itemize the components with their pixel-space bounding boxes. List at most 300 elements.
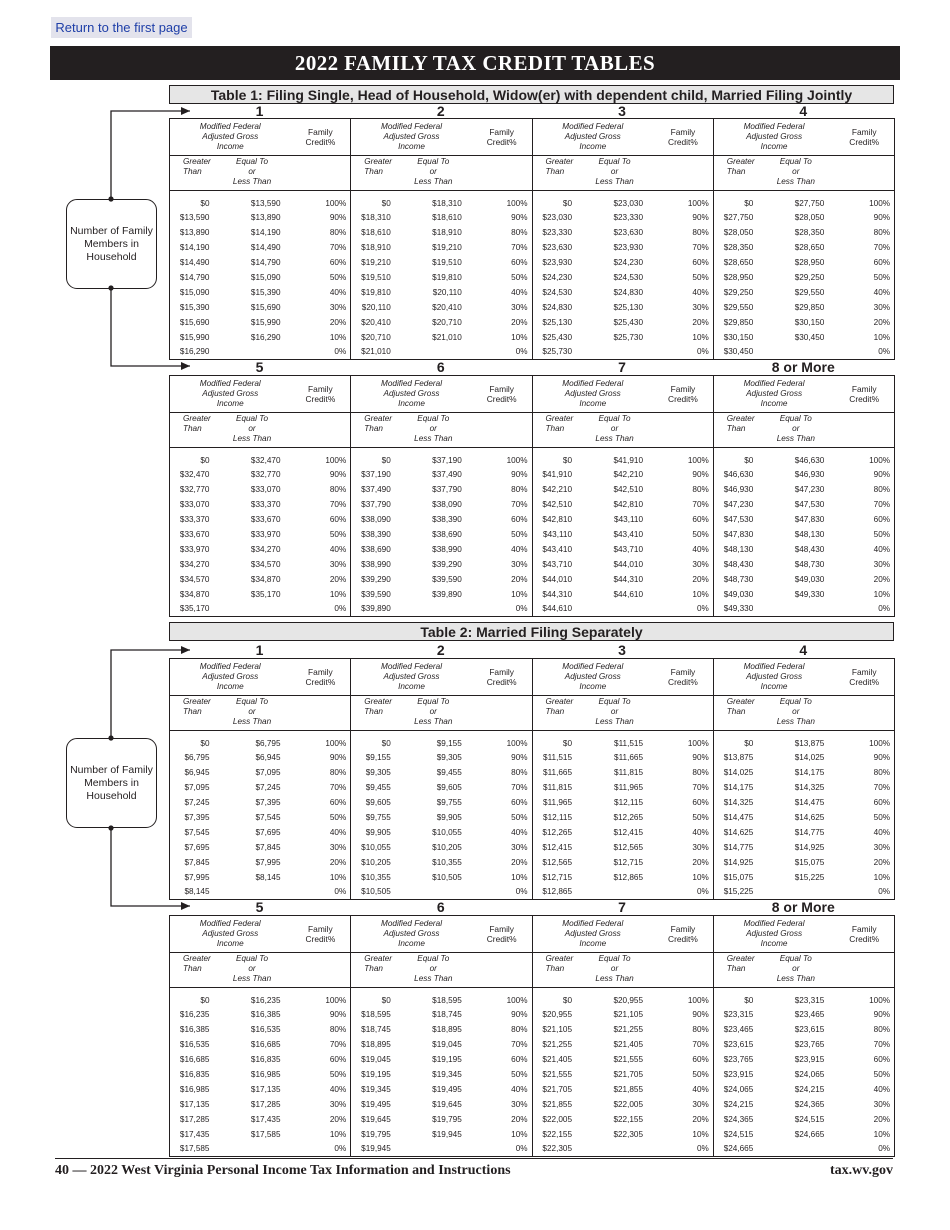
blank-header-cell bbox=[834, 953, 894, 988]
greater-than-cell: $33,970 bbox=[179, 544, 210, 554]
household-size-label: 5 bbox=[255, 899, 264, 915]
less-than-cell: $14,475 bbox=[794, 798, 825, 808]
greater-than-cell: $19,645 bbox=[351, 1112, 395, 1127]
header-text: Than bbox=[364, 167, 383, 176]
credit-percent-cell: 0% bbox=[515, 1144, 528, 1154]
greater-than-cell: $47,830 bbox=[713, 527, 757, 542]
less-than-cell: $23,315 bbox=[794, 996, 825, 1006]
greater-than-cell: $10,055 bbox=[351, 840, 395, 855]
less-than-cell: $16,385 bbox=[250, 1010, 281, 1020]
less-than-cell: $19,195 bbox=[432, 1055, 462, 1065]
greater-than-header bbox=[170, 156, 214, 191]
table-row bbox=[170, 1008, 895, 1023]
mfagi-header bbox=[351, 916, 472, 953]
header-text: Family bbox=[670, 384, 696, 394]
credit-percent-cell: 30% bbox=[329, 559, 347, 569]
table-row bbox=[170, 780, 895, 795]
less-than-cell: $39,590 bbox=[432, 574, 462, 584]
credit-percent-cell: 90% bbox=[873, 753, 891, 763]
header-text: Income bbox=[216, 399, 244, 408]
greater-than-cell: $6,795 bbox=[184, 753, 210, 763]
credit-header bbox=[834, 659, 894, 696]
credit-percent-cell: 10% bbox=[511, 332, 528, 342]
greater-than-header bbox=[170, 696, 214, 731]
less-than-cell: $16,835 bbox=[250, 1055, 281, 1065]
header-text: Adjusted Gross bbox=[383, 132, 440, 141]
blank-header-cell bbox=[472, 156, 532, 191]
credit-percent-cell: 10% bbox=[692, 872, 709, 882]
less-than-cell: $24,515 bbox=[794, 1114, 825, 1124]
greater-than-cell: $19,945 bbox=[351, 1142, 395, 1157]
less-than-cell: $23,465 bbox=[794, 1010, 825, 1020]
credit-percent-cell: 10% bbox=[873, 1129, 891, 1139]
less-than-cell: $10,505 bbox=[432, 872, 462, 882]
credit-percent-cell: 90% bbox=[329, 213, 347, 223]
equal-or-less-header bbox=[395, 156, 472, 191]
greater-than-cell: $15,390 bbox=[179, 302, 210, 312]
less-than-cell: $43,110 bbox=[614, 515, 644, 525]
header-text: Greater bbox=[545, 954, 574, 963]
header-text: Family bbox=[308, 127, 333, 137]
credit-percent-cell: 100% bbox=[687, 996, 709, 1006]
credit-percent-cell: 50% bbox=[692, 1070, 709, 1079]
header-text: Less Than bbox=[414, 974, 453, 983]
header-text: Family bbox=[489, 384, 514, 394]
greater-than-cell: $30,150 bbox=[713, 330, 757, 345]
header-text: Equal To bbox=[779, 157, 812, 166]
header-text: Equal To bbox=[417, 954, 450, 963]
table-row bbox=[170, 255, 895, 270]
less-than-cell: $9,755 bbox=[436, 798, 462, 808]
header-text: Credit% bbox=[486, 394, 517, 404]
credit-percent-cell: 50% bbox=[873, 1070, 891, 1079]
header-text: or bbox=[429, 707, 437, 716]
credit-header bbox=[472, 916, 532, 953]
credit-table bbox=[169, 658, 895, 900]
less-than-cell: $33,970 bbox=[250, 530, 281, 539]
credit-percent-cell: 50% bbox=[329, 273, 347, 282]
greater-than-cell: $13,890 bbox=[179, 228, 210, 238]
header-text: Income bbox=[216, 142, 244, 151]
greater-than-cell: $18,610 bbox=[351, 225, 395, 240]
blank-header-cell bbox=[834, 413, 894, 448]
table-row bbox=[170, 885, 895, 900]
greater-than-cell: $22,305 bbox=[532, 1142, 576, 1157]
table-row bbox=[170, 468, 895, 483]
less-than-cell: $39,290 bbox=[432, 559, 462, 569]
greater-than-cell: $24,830 bbox=[532, 300, 576, 315]
credit-header bbox=[653, 119, 713, 156]
credit-percent-cell: 40% bbox=[329, 287, 347, 297]
header-text: Adjusted Gross bbox=[746, 672, 803, 681]
header-text: Modified Federal bbox=[381, 122, 443, 131]
header-text: or bbox=[429, 424, 437, 433]
credit-percent-cell: 30% bbox=[692, 559, 709, 569]
credit-percent-cell: 100% bbox=[869, 456, 891, 466]
credit-percent-cell: 70% bbox=[873, 500, 891, 510]
header-text: Family bbox=[851, 667, 877, 677]
credit-percent-cell: 30% bbox=[692, 1099, 709, 1109]
household-size-label: 7 bbox=[618, 359, 626, 375]
greater-than-cell: $38,690 bbox=[351, 542, 395, 557]
credit-percent-cell: 40% bbox=[692, 1084, 709, 1094]
table1-title: Table 1: Filing Single, Head of Household, Widow(er) with dependent child, Married Filing Jointly bbox=[169, 85, 894, 104]
credit-percent-cell: 60% bbox=[511, 1055, 528, 1065]
credit-percent-cell: 100% bbox=[325, 456, 347, 466]
header-text: Than bbox=[545, 424, 565, 433]
greater-than-cell: $24,665 bbox=[713, 1142, 757, 1157]
credit-percent-cell: 60% bbox=[873, 515, 891, 525]
header-row bbox=[170, 376, 895, 413]
header-text: Income bbox=[216, 682, 244, 691]
less-than-cell: $47,830 bbox=[794, 515, 825, 525]
credit-percent-cell: 10% bbox=[692, 332, 709, 342]
less-than-cell: $7,095 bbox=[255, 768, 281, 778]
credit-percent-cell: 70% bbox=[692, 243, 709, 253]
credit-percent-cell: 50% bbox=[692, 813, 709, 822]
credit-percent-cell: 100% bbox=[325, 739, 347, 749]
credit-header bbox=[291, 376, 351, 413]
less-than-cell: $15,225 bbox=[794, 872, 825, 882]
mfagi-header bbox=[170, 376, 291, 413]
header-text: Modified Federal bbox=[199, 919, 261, 928]
greater-than-cell: $20,955 bbox=[532, 1008, 576, 1023]
credit-percent-cell: 90% bbox=[873, 1010, 891, 1020]
less-than-cell bbox=[395, 1142, 472, 1157]
household-size-label: 5 bbox=[255, 359, 264, 375]
header-text: Equal To bbox=[598, 414, 631, 423]
greater-than-cell: $23,630 bbox=[532, 240, 576, 255]
greater-than-cell: $43,410 bbox=[532, 542, 576, 557]
less-than-cell: $9,305 bbox=[436, 753, 462, 763]
less-than-cell: $24,215 bbox=[794, 1084, 825, 1094]
less-than-cell: $14,790 bbox=[250, 258, 281, 268]
header-text: Less Than bbox=[776, 974, 815, 983]
table-row bbox=[170, 1112, 895, 1127]
header-text: Greater bbox=[183, 697, 211, 706]
greater-than-cell: $28,650 bbox=[713, 255, 757, 270]
greater-than-cell: $12,865 bbox=[532, 885, 576, 900]
header-text: Modified Federal bbox=[743, 662, 805, 671]
greater-than-cell: $48,130 bbox=[713, 542, 757, 557]
credit-percent-cell: 90% bbox=[329, 470, 347, 480]
header-text: Greater bbox=[364, 954, 393, 963]
greater-than-cell: $0 bbox=[200, 199, 210, 209]
header-text: Modified Federal bbox=[199, 379, 261, 388]
less-than-cell: $22,005 bbox=[613, 1099, 644, 1109]
greater-than-cell: $24,365 bbox=[713, 1112, 757, 1127]
greater-than-header bbox=[532, 156, 576, 191]
less-than-cell: $48,430 bbox=[794, 544, 825, 554]
greater-than-cell: $38,090 bbox=[351, 512, 395, 527]
table-row bbox=[170, 240, 895, 255]
less-than-cell: $24,065 bbox=[794, 1070, 825, 1079]
header-text: Greater bbox=[183, 954, 211, 963]
less-than-cell: $18,310 bbox=[432, 199, 462, 209]
page-banner-title: 2022 FAMILY TAX CREDIT TABLES bbox=[50, 46, 900, 80]
credit-percent-cell: 20% bbox=[329, 317, 347, 327]
greater-than-cell: $23,915 bbox=[713, 1067, 757, 1082]
greater-than-cell: $14,775 bbox=[713, 840, 757, 855]
less-than-cell: $23,930 bbox=[613, 243, 644, 253]
greater-than-cell: $28,350 bbox=[713, 240, 757, 255]
greater-than-cell: $37,190 bbox=[351, 468, 395, 483]
header-text: Greater bbox=[726, 954, 755, 963]
credit-percent-cell: 90% bbox=[511, 1010, 528, 1020]
less-than-cell: $14,490 bbox=[250, 243, 281, 253]
less-than-cell: $10,055 bbox=[432, 827, 462, 837]
greater-than-cell: $24,515 bbox=[713, 1127, 757, 1142]
less-than-cell: $19,210 bbox=[432, 243, 462, 253]
greater-than-cell: $29,850 bbox=[713, 315, 757, 330]
header-text: Less Than bbox=[595, 177, 634, 186]
greater-than-cell: $10,505 bbox=[351, 885, 395, 900]
household-size-headers bbox=[169, 899, 894, 915]
header-text: Family bbox=[489, 127, 514, 137]
less-than-cell bbox=[395, 345, 472, 360]
table-row bbox=[170, 1022, 895, 1037]
less-than-cell: $8,145 bbox=[255, 872, 281, 882]
credit-header bbox=[653, 376, 713, 413]
household-size-label: 4 bbox=[799, 103, 808, 119]
credit-percent-cell: 60% bbox=[329, 1055, 347, 1065]
header-text: Equal To bbox=[779, 954, 812, 963]
less-than-cell: $39,890 bbox=[432, 589, 462, 599]
less-than-cell: $43,410 bbox=[613, 530, 644, 539]
blank-header-cell bbox=[291, 696, 351, 731]
equal-or-less-header bbox=[214, 413, 291, 448]
greater-than-cell: $34,270 bbox=[179, 559, 210, 569]
table-row bbox=[170, 345, 895, 360]
header-text: Than bbox=[183, 964, 202, 973]
header-text: Than bbox=[545, 964, 565, 973]
credit-percent-cell: 10% bbox=[329, 872, 347, 882]
credit-percent-cell: 0% bbox=[878, 347, 891, 357]
less-than-cell: $21,255 bbox=[613, 1025, 644, 1035]
less-than-cell: $18,745 bbox=[432, 1010, 462, 1020]
credit-percent-cell: 70% bbox=[329, 1040, 347, 1050]
credit-percent-cell: 40% bbox=[692, 827, 709, 837]
greater-than-cell: $28,050 bbox=[713, 225, 757, 240]
credit-percent-cell: 40% bbox=[329, 544, 347, 554]
less-than-cell bbox=[757, 602, 834, 617]
mfagi-header bbox=[170, 119, 291, 156]
mfagi-header bbox=[170, 916, 291, 953]
greater-than-cell: $7,695 bbox=[184, 842, 210, 852]
less-than-cell: $33,070 bbox=[250, 485, 281, 495]
header-text: Credit% bbox=[486, 934, 517, 944]
credit-percent-cell: 0% bbox=[696, 604, 709, 614]
greater-than-cell: $0 bbox=[713, 191, 757, 211]
credit-percent-cell: 100% bbox=[687, 739, 709, 749]
credit-percent-cell: 30% bbox=[692, 302, 709, 312]
credit-percent-cell: 30% bbox=[511, 1099, 528, 1109]
blank-header-cell bbox=[653, 413, 713, 448]
credit-percent-cell: 0% bbox=[878, 1144, 891, 1154]
less-than-cell: $25,730 bbox=[613, 332, 644, 342]
greater-than-cell: $23,615 bbox=[713, 1037, 757, 1052]
sidebox-line: Household bbox=[86, 789, 137, 802]
greater-than-cell: $44,610 bbox=[532, 602, 576, 617]
greater-than-cell: $29,250 bbox=[713, 285, 757, 300]
greater-than-cell: $23,765 bbox=[713, 1052, 757, 1067]
credit-percent-cell: 30% bbox=[873, 1099, 891, 1109]
credit-percent-cell: 80% bbox=[329, 1025, 347, 1035]
greater-than-cell: $21,105 bbox=[532, 1022, 576, 1037]
greater-than-cell: $16,985 bbox=[179, 1084, 210, 1094]
table-row bbox=[170, 542, 895, 557]
credit-percent-cell: 100% bbox=[506, 199, 528, 209]
table-row bbox=[170, 482, 895, 497]
less-than-cell: $18,610 bbox=[432, 213, 462, 223]
credit-percent-cell: 100% bbox=[506, 739, 528, 749]
header-text: Income bbox=[398, 142, 425, 151]
less-than-cell: $16,685 bbox=[250, 1040, 281, 1050]
credit-percent-cell: 30% bbox=[329, 302, 347, 312]
header-text: Than bbox=[364, 964, 383, 973]
blank-header-cell bbox=[472, 696, 532, 731]
less-than-cell: $21,555 bbox=[613, 1055, 644, 1065]
less-than-cell: $48,730 bbox=[794, 559, 825, 569]
greater-than-header bbox=[351, 156, 395, 191]
header-text: Credit% bbox=[668, 934, 698, 944]
less-than-cell: $46,930 bbox=[794, 470, 825, 480]
less-than-cell: $12,715 bbox=[613, 857, 644, 867]
credit-percent-cell: 50% bbox=[329, 1070, 347, 1079]
greater-than-cell: $18,595 bbox=[351, 1008, 395, 1023]
greater-than-cell: $14,025 bbox=[713, 765, 757, 780]
blank-header-cell bbox=[472, 953, 532, 988]
table-row bbox=[170, 840, 895, 855]
header-text: Equal To bbox=[779, 697, 812, 706]
credit-table bbox=[169, 118, 895, 360]
greater-than-cell: $24,530 bbox=[532, 285, 576, 300]
less-than-cell: $28,650 bbox=[794, 243, 825, 253]
header-text: Modified Federal bbox=[199, 122, 261, 131]
credit-percent-cell: 50% bbox=[692, 530, 709, 539]
greater-than-cell: $0 bbox=[351, 731, 395, 751]
greater-than-cell: $14,925 bbox=[713, 855, 757, 870]
less-than-cell: $25,430 bbox=[613, 317, 644, 327]
header-text: or bbox=[248, 707, 256, 716]
greater-than-cell: $22,005 bbox=[532, 1112, 576, 1127]
header-text: Modified Federal bbox=[562, 379, 624, 388]
less-than-cell: $7,845 bbox=[255, 842, 281, 852]
credit-percent-cell: 80% bbox=[329, 228, 347, 238]
greater-than-cell: $44,310 bbox=[532, 587, 576, 602]
less-than-cell: $21,105 bbox=[613, 1010, 644, 1020]
household-size-label: 8 or More bbox=[771, 359, 835, 375]
credit-header bbox=[653, 916, 713, 953]
greater-than-header bbox=[713, 413, 757, 448]
header-text: Family bbox=[851, 924, 877, 934]
header-text: Greater bbox=[364, 414, 393, 423]
credit-percent-cell: 90% bbox=[692, 470, 709, 480]
credit-percent-cell: 10% bbox=[511, 872, 528, 882]
header-text: Less Than bbox=[776, 717, 815, 726]
header-text: Family bbox=[670, 924, 696, 934]
greater-than-cell: $9,755 bbox=[351, 810, 395, 825]
greater-than-cell: $19,195 bbox=[351, 1067, 395, 1082]
less-than-cell: $9,905 bbox=[436, 813, 462, 822]
greater-than-cell: $11,665 bbox=[532, 765, 576, 780]
less-than-cell: $11,665 bbox=[614, 753, 644, 763]
credit-percent-cell: 20% bbox=[692, 317, 709, 327]
greater-than-header bbox=[351, 696, 395, 731]
less-than-cell: $28,950 bbox=[794, 258, 825, 268]
header-text: Greater bbox=[545, 697, 574, 706]
credit-percent-cell: 80% bbox=[873, 485, 891, 495]
header-text: Greater bbox=[726, 157, 755, 166]
subheader-row bbox=[170, 156, 895, 191]
greater-than-cell: $11,515 bbox=[532, 751, 576, 766]
less-than-cell: $13,590 bbox=[250, 199, 281, 209]
return-first-page-link[interactable]: Return to the first page bbox=[51, 17, 192, 38]
credit-percent-cell: 10% bbox=[873, 332, 891, 342]
less-than-cell: $42,210 bbox=[613, 470, 644, 480]
credit-percent-cell: 50% bbox=[873, 530, 891, 539]
less-than-cell bbox=[214, 1142, 291, 1157]
less-than-cell: $11,815 bbox=[614, 768, 644, 778]
credit-percent-cell: 70% bbox=[511, 500, 528, 510]
credit-percent-cell: 0% bbox=[696, 347, 709, 357]
credit-percent-cell: 10% bbox=[329, 589, 347, 599]
less-than-cell: $14,190 bbox=[250, 228, 281, 238]
header-text: Less Than bbox=[776, 434, 815, 443]
credit-percent-cell: 70% bbox=[692, 783, 709, 793]
credit-percent-cell: 30% bbox=[692, 842, 709, 852]
credit-percent-cell: 60% bbox=[329, 798, 347, 808]
greater-than-cell: $7,395 bbox=[184, 813, 210, 822]
credit-percent-cell: 70% bbox=[692, 500, 709, 510]
greater-than-cell: $44,010 bbox=[532, 572, 576, 587]
header-text: Equal To bbox=[417, 414, 450, 423]
credit-percent-cell: 100% bbox=[325, 996, 347, 1006]
greater-than-cell: $39,290 bbox=[351, 572, 395, 587]
header-text: Income bbox=[579, 142, 607, 151]
header-text: Equal To bbox=[598, 954, 631, 963]
credit-percent-cell: 80% bbox=[873, 1025, 891, 1035]
credit-percent-cell: 70% bbox=[329, 783, 347, 793]
credit-percent-cell: 40% bbox=[511, 1084, 528, 1094]
less-than-cell: $7,545 bbox=[255, 813, 281, 822]
sidebox-line: Members in bbox=[84, 776, 139, 789]
greater-than-cell: $20,710 bbox=[351, 330, 395, 345]
greater-than-cell: $13,875 bbox=[713, 751, 757, 766]
credit-percent-cell: 20% bbox=[692, 857, 709, 867]
header-text: or bbox=[248, 964, 256, 973]
header-text: Credit% bbox=[849, 394, 880, 404]
less-than-cell: $38,390 bbox=[432, 515, 462, 525]
greater-than-cell: $11,815 bbox=[532, 780, 576, 795]
less-than-cell: $38,690 bbox=[432, 530, 462, 539]
header-text: Greater bbox=[183, 414, 211, 423]
less-than-cell: $29,250 bbox=[794, 273, 825, 282]
credit-percent-cell: 90% bbox=[511, 753, 528, 763]
greater-than-cell: $49,030 bbox=[713, 587, 757, 602]
greater-than-header bbox=[170, 413, 214, 448]
credit-header bbox=[472, 659, 532, 696]
less-than-cell: $15,090 bbox=[250, 273, 281, 282]
equal-or-less-header bbox=[757, 413, 834, 448]
header-text: Equal To bbox=[417, 697, 450, 706]
greater-than-cell: $24,065 bbox=[713, 1082, 757, 1097]
header-text: Greater bbox=[364, 157, 393, 166]
header-text: Credit% bbox=[486, 677, 517, 687]
greater-than-cell: $19,510 bbox=[351, 270, 395, 285]
header-text: Credit% bbox=[305, 934, 336, 944]
greater-than-cell: $29,550 bbox=[713, 300, 757, 315]
